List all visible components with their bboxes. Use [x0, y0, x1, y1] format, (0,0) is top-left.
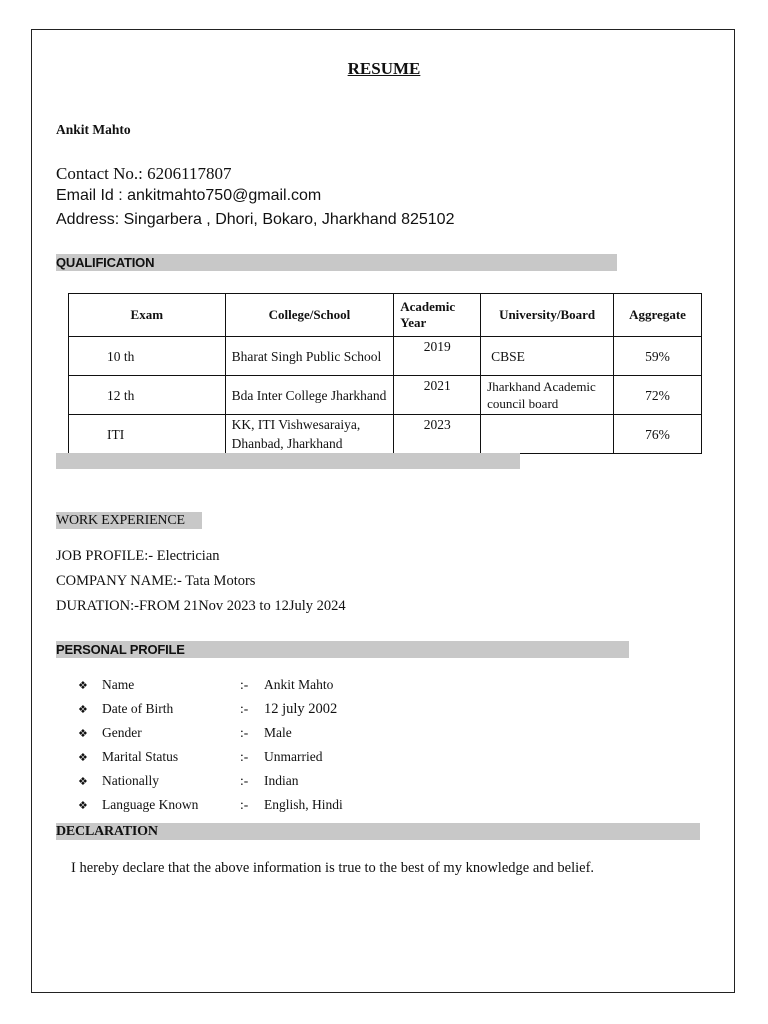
cell-exam: ITI: [69, 415, 226, 454]
table-row: [69, 415, 702, 454]
header-college: College/School: [225, 294, 394, 337]
item-separator: :-: [240, 773, 249, 788]
contact-phone: Contact No.: 6206117807: [56, 164, 232, 183]
item-value: Ankit Mahto: [264, 677, 334, 692]
item-value: Indian: [264, 773, 299, 788]
cell-exam: 12 th: [69, 376, 226, 415]
item-label: Marital Status: [102, 749, 179, 764]
document-title: RESUME: [347, 59, 421, 78]
item-label: Language Known: [102, 797, 199, 812]
item-value: 12 july 2002: [264, 701, 338, 717]
item-label: Date of Birth: [102, 701, 174, 716]
cell-college: Bda Inter College Jharkhand: [225, 376, 394, 415]
table-header-row: [69, 294, 702, 337]
item-label: Nationally: [102, 773, 159, 788]
contact-email: Email Id : ankitmahto750@gmail.com: [56, 187, 322, 204]
bullet-icon: ❖: [78, 751, 88, 764]
duration: DURATION:-FROM 21Nov 2023 to 12July 2024: [56, 598, 346, 614]
header-aggregate: Aggregate: [614, 294, 702, 337]
item-separator: :-: [240, 725, 249, 740]
job-profile: JOB PROFILE:- Electrician: [56, 548, 220, 564]
table-row: [69, 376, 702, 415]
item-value: Male: [264, 725, 292, 740]
header-board: University/Board: [481, 294, 614, 337]
item-label: Gender: [102, 725, 142, 740]
header-year: Academic Year: [394, 294, 481, 337]
cell-board: CBSE: [481, 337, 614, 376]
item-label: Name: [102, 677, 135, 692]
cell-aggregate: 72%: [614, 376, 702, 415]
contact-address: Address: Singarbera , Dhori, Bokaro, Jharkhand 825102: [56, 211, 455, 228]
bullet-icon: ❖: [78, 703, 88, 716]
divider-bar: [56, 453, 520, 469]
bullet-icon: ❖: [78, 775, 88, 788]
candidate-name: Ankit Mahto: [56, 122, 131, 137]
cell-year: 2019: [394, 337, 481, 376]
work-heading: WORK EXPERIENCE: [56, 513, 185, 528]
personal-heading: PERSONAL PROFILE: [56, 642, 185, 657]
header-exam: Exam: [69, 294, 226, 337]
item-separator: :-: [240, 797, 249, 812]
cell-board: Jharkhand Academic council board: [481, 376, 614, 415]
item-separator: :-: [240, 677, 249, 692]
cell-year: 2021: [394, 376, 481, 415]
cell-college: Bharat Singh Public School: [225, 337, 394, 376]
qualification-heading: QUALIFICATION: [56, 255, 155, 270]
cell-aggregate: 59%: [614, 337, 702, 376]
bullet-icon: ❖: [78, 679, 88, 692]
bullet-icon: ❖: [78, 799, 88, 812]
item-value: English, Hindi: [264, 797, 343, 812]
cell-college: KK, ITI Vishwesaraiya, Dhanbad, Jharkhand: [225, 415, 394, 454]
item-value: Unmarried: [264, 749, 323, 764]
item-separator: :-: [240, 701, 249, 716]
declaration-heading: DECLARATION: [56, 824, 158, 839]
item-separator: :-: [240, 749, 249, 764]
declaration-text: I hereby declare that the above information is true to the best of my knowledge and belief.: [71, 860, 595, 876]
cell-board: [481, 415, 614, 454]
cell-exam: 10 th: [69, 337, 226, 376]
table-row: [69, 337, 702, 376]
cell-year: 2023: [394, 415, 481, 454]
bullet-icon: ❖: [78, 727, 88, 740]
company-name: COMPANY NAME:- Tata Motors: [56, 573, 256, 589]
qualification-table: [68, 293, 702, 454]
cell-aggregate: 76%: [614, 415, 702, 454]
